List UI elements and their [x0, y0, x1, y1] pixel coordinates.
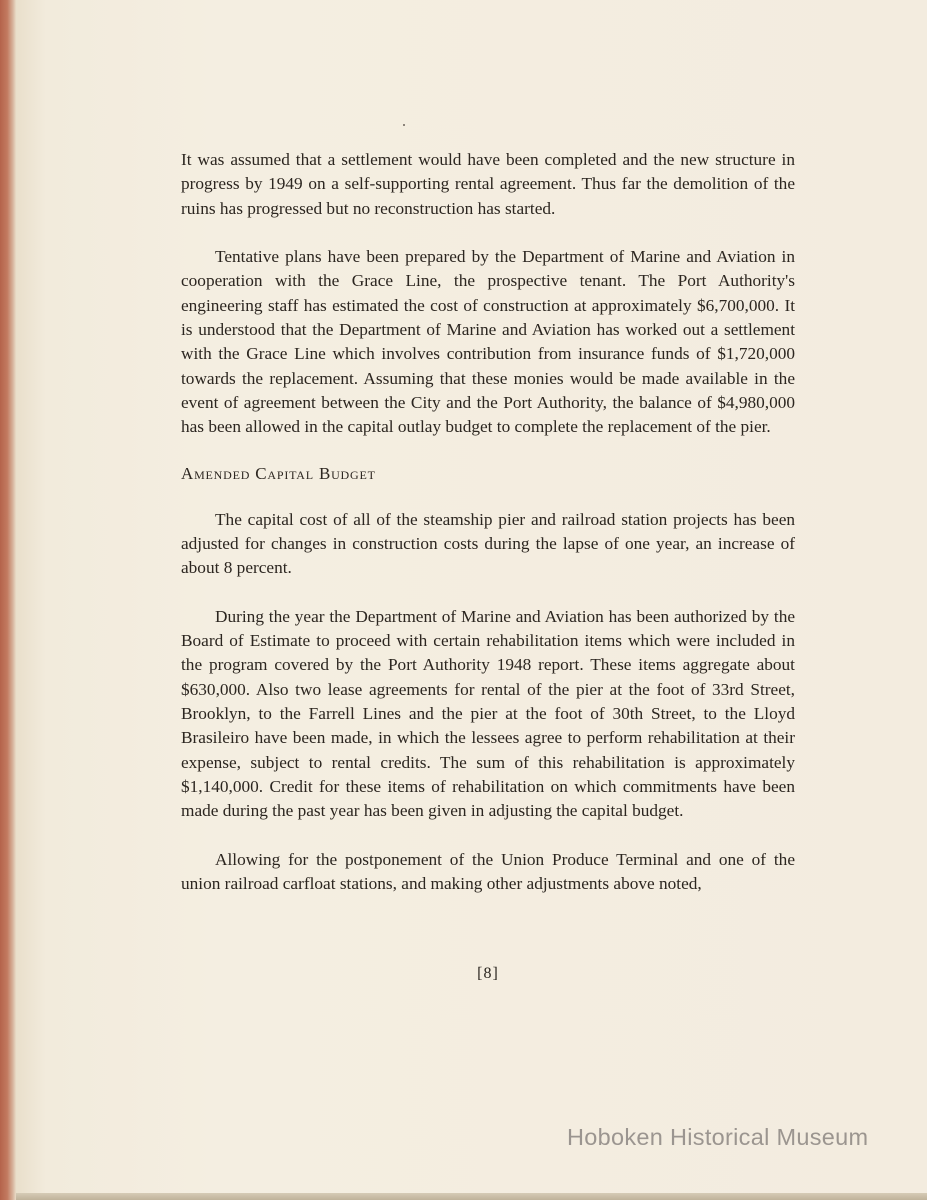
page-bottom-edge [16, 1193, 927, 1200]
paragraph-rehabilitation: During the year the Department of Marine and Aviation has been authorized by the Board of Estimate to proceed with certain rehabilitation items which were included in the program covered by the Port Authority 1948 report. These items aggregate about $630,000. Also two lease agreements for rental of the pier at the foot of 33rd Street, Brooklyn, to the Farrell Lines and the pier at the foot of 30th Street, to the Lloyd Brasileiro have been made, in which the lessees agree to perform rehabilitation at their expense, subject to rental credits. The sum of this rehabilitation is approximately $1,140,000. Credit for these items of rehabilitation on which commitments have been made during the past year has been given in adjusting the capital budget. [181, 606, 795, 821]
paragraph-tentative-plans: Tentative plans have been prepared by the Department of Marine and Aviation in cooperation with the Grace Line, the prospective tenant. The Port Authority's engineering staff has estimated the cost of construction at approximately $6,700,000. It is understood that the Department of Marine and Aviation has worked out a settlement with the Grace Line which involves contribution from insurance funds of $1,720,000 towards the replacement. Assuming that these monies would be made available in the event of agreement between the City and the Port Authority, the balance of $4,980,000 has been allowed in the capital outlay budget to complete the replacement of the pier. [181, 247, 795, 437]
binding-edge [0, 0, 16, 1200]
museum-watermark: Hoboken Historical Museum [567, 1124, 869, 1150]
section-heading: Amended Capital Budget [181, 463, 376, 483]
paragraph-postponement: Allowing for the postponement of the Union Produce Terminal and one of the union railroad carfloat stations, and making other adjustments above noted, [181, 849, 795, 894]
page-speck [403, 124, 405, 126]
page-number: [8] [477, 965, 499, 982]
body-text [181, 148, 795, 896]
paragraph-capital-cost: The capital cost of all of the steamship pier and railroad station projects has been adjusted for changes in construction costs during the lapse of one year, an increase of about 8 percent. [181, 509, 795, 578]
paragraph-settlement-assumption: It was assumed that a settlement would have been completed and the new structure in progress by 1949 on a self-supporting rental agreement. Thus far the demolition of the ruins has progressed but no reconstruction has started. [181, 150, 795, 218]
